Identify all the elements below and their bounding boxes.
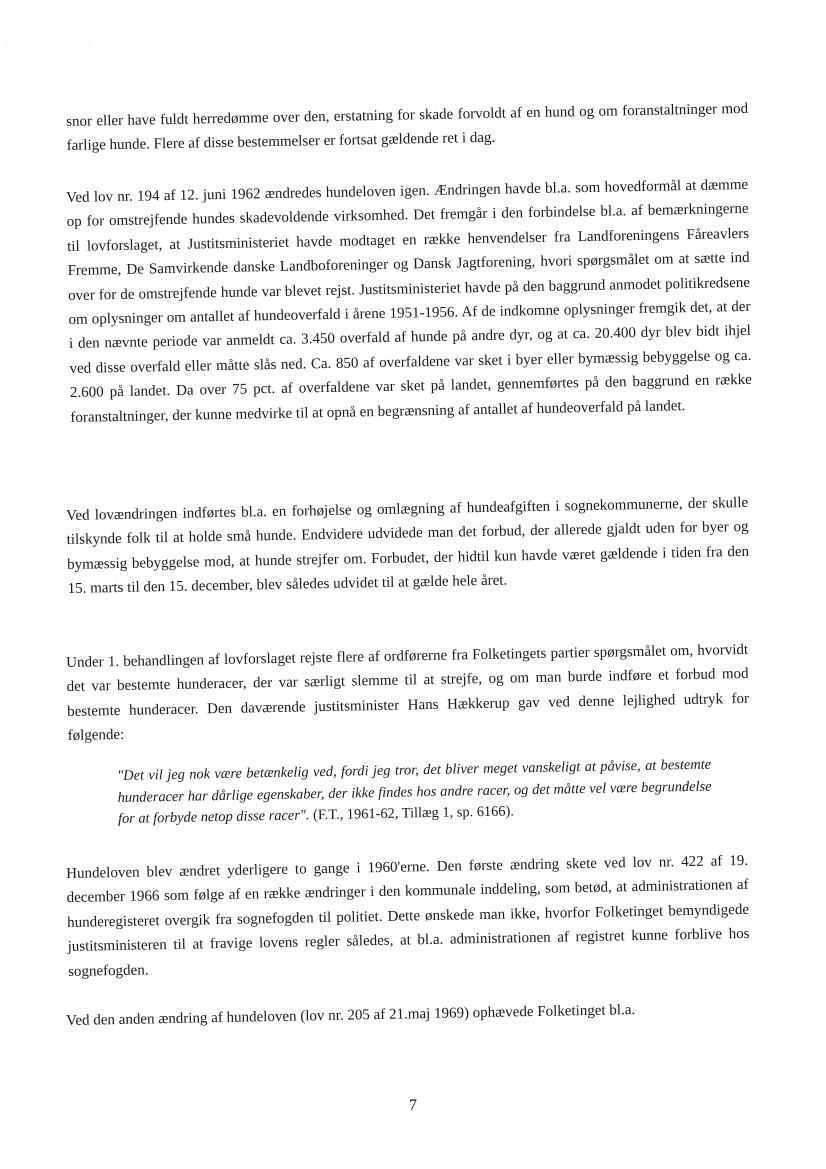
paragraph-first-reading (66, 638, 750, 749)
paragraph-text: Hundeloven blev ændret yderligere to gange i 1960'erne. Den første ændring skete ved lov nr. 422 af 19. december 1966 som følge af en række ændringer i den kommunale inddeling, som betød, at administrationen af hunderegisteret overgik fra sognefogden til politiet. Dette ønskede man ikke, hvorfor Folketinget bemyndigede justitsministeren til at fravige lovens regler således, at bl.a. administrationen af registret kunne forblive hos sognefogden. (66, 852, 750, 980)
paragraph-text: Under 1. behandlingen af lovforslaget rejste flere af ordførerne fra Folketingets partier spørgsmålet om, hvorvidt det var bestemte hunderacer, der var særligt slemme til at strejfe, og om man burde indføre et forbud mod bestemte hunderacer. Den daværende justitsminister Hans Hækkerup gav ved denne lejlighed udtryk for følgende: (66, 641, 750, 745)
paragraph-text: Ved den anden ændring af hundeloven (lov nr. 205 af 21.maj 1969) ophævede Folketinget bl.a. (66, 1002, 636, 1029)
paragraph-intro-continuation (66, 97, 749, 159)
paragraph-text: snor eller have fuldt herredømme over den, erstatning for skade forvoldt af en hund og om foranstaltninger mod farlige hunde. Flere af disse bestemmelser er fortsat gældende ret i dag. (66, 100, 749, 155)
scan-artifact: · · (6, 40, 132, 46)
paragraph-1960s-amendments (66, 849, 750, 984)
paragraph-text: Ved lovændringen indførtes bl.a. en forhøjelse og omlægning af hundeafgiften i sognekommunerne, der skulle tilskynde folk til at holde små hunde. Endvidere udvidede man det forbud, der allerede gjaldt uden for byer og bymæssig bebyggelse mod, at hunde strejfer om. Forbudet, der hidtil kun havde været gældende i tiden fra den 15. marts til den 15. december, blev således udvidet til at gælde hele året. (66, 494, 750, 598)
quote-text: "Det vil jeg nok være betænkelig ved, fordi jeg tror, det bliver meget vanskeligt at påvise, at bestemte hunderacer har dårlige egenskaber, der ikke findes hos andre racer, og det måtte vel være begrundelse for at forbyde netop disse racer". (117, 756, 712, 827)
paragraph-1962-amendment (66, 173, 753, 430)
paragraph-1969-amendment (66, 996, 748, 1033)
paragraph-text: Ved lov nr. 194 af 12. juni 1962 ændredes hundeloven igen. Ændringen havde bl.a. som hovedformål at dæmme op for omstrejfende hundes skadevoldende virksomhed. Det fremgår i den forbindelse bl.a. af bemærkningerne til lovforslaget, at Justitsministeriet havde modtaget en række henvendelser fra Landforeningens Fåreavlers Fremme, De Samvirkende danske Landboforeninger og Dansk Jagtforening, hvori spørgsmålet om at sætte ind over for de omstrejfende hunde var blevet rejst. Justitsministeriet havde på den baggrund anmodet politikredsene om oplysninger om antallet af hundeoverfald i årene 1951-1956. Af de indkomne oplysninger fremgik det, at der i den nævnte periode var anmeldt ca. 3.450 overfald af hunde på andre dyr, og at ca. 20.400 dyr blev bidt ihjel ved disse overfald eller måtte slås ned. Ca. 850 af overfaldene var sket i byer eller bymæssig bebyggelse og ca. 2.600 på landet. Da over 75 pct. af overfaldene var sket på landet, gennemførtes på den baggrund en række foranstaltninger, der kunne medvirke til at opnå en begrænsning af antallet af hundeoverfald på landet. (66, 176, 753, 426)
quote-source: (F.T., 1961-62, Tillæg 1, sp. 6166). (309, 803, 515, 824)
page-number: 7 (409, 1097, 417, 1114)
minister-quote (117, 755, 712, 831)
paragraph-dog-tax-change (66, 491, 750, 602)
